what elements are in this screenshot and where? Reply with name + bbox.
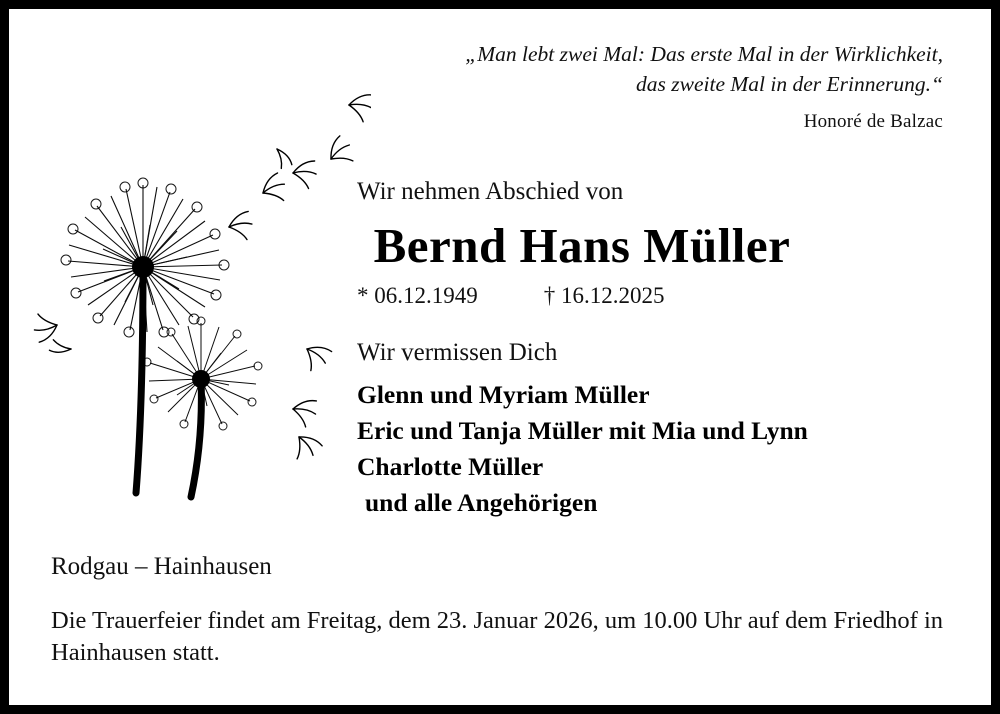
footer-block: [51, 551, 961, 669]
service-details: Die Trauerfeier findet am Freitag, dem 23. Januar 2026, um 10.00 Uhr auf dem Friedhof in Hainhausen statt.: [51, 607, 944, 666]
quote-line-1: „Man lebt zwei Mal: Das erste Mal in der Wirklichkeit,: [465, 42, 943, 66]
dandelion-icon: [31, 49, 371, 519]
quote-block: [323, 39, 943, 133]
family-line: Glenn und Myriam Müller: [357, 380, 650, 409]
birth-date: * 06.12.1949: [357, 283, 478, 308]
obituary-inner: [9, 9, 991, 705]
death-date: † 16.12.2025: [543, 283, 665, 308]
family-line: und alle Angehörigen: [365, 488, 598, 517]
announcement-block: [357, 177, 977, 521]
miss-line: Wir vermissen Dich: [357, 339, 558, 366]
life-dates: [357, 283, 977, 309]
place-line: Rodgau – Hainhausen: [51, 553, 272, 580]
quote-line-2: das zweite Mal in der Erinnerung.“: [636, 72, 943, 96]
family-list: [357, 377, 977, 521]
family-line: Charlotte Müller: [357, 452, 544, 481]
deceased-name: Bernd Hans Müller: [373, 218, 791, 273]
family-line: Eric und Tanja Müller mit Mia und Lynn: [357, 416, 808, 445]
quote-author: Honoré de Balzac: [803, 111, 943, 132]
farewell-line: Wir nehmen Abschied von: [357, 178, 624, 205]
dandelion-svg: [31, 49, 371, 519]
